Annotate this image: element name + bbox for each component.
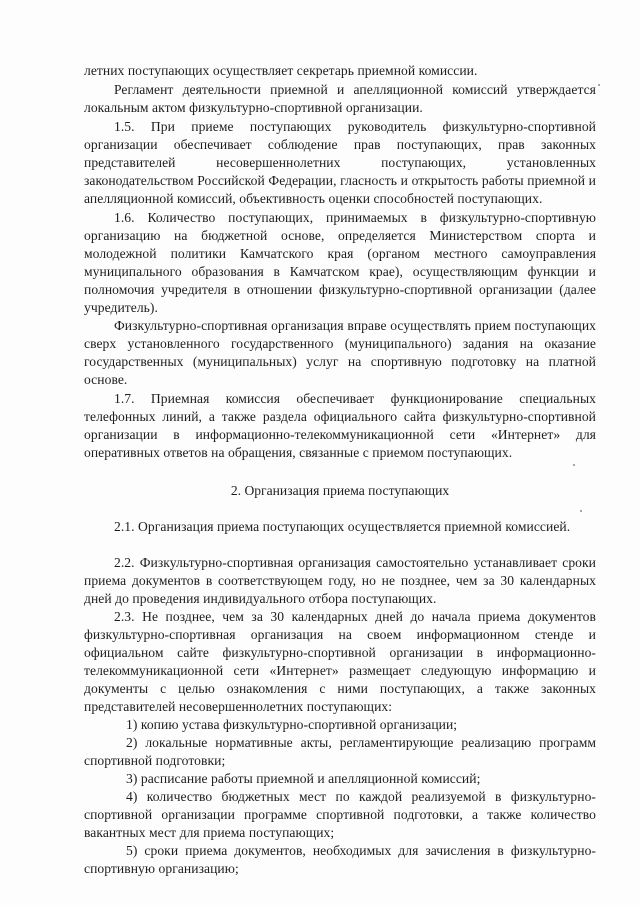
- list-item-3: 3) расписание работы приемной и апелляционной комиссий;: [126, 771, 481, 786]
- list-item-5: 5) сроки приема документов, необходимых для зачисления в физкультурно-спортивную организацию;: [84, 843, 596, 876]
- paragraph-secretary: летних поступающих осуществляет секретарь приемной комиссии.: [84, 63, 478, 78]
- paragraph-paid-admission: Физкультурно-спортивная организация вправе осуществлять прием поступающих сверх установленного государственного (муниципального) задания на оказание государственных (муниципальных) услуг на спортивную подготовку на платной основе.: [84, 318, 596, 387]
- paragraph-2-1: 2.1. Организация приема поступающих осуществляется приемной комиссией.: [114, 519, 571, 534]
- list-item-2: 2) локальные нормативные акты, регламентирующие реализацию программ спортивной подготовки;: [84, 735, 596, 768]
- list-item-4: 4) количество бюджетных мест по каждой реализуемой в физкультурно-спортивной организации программе спортивной подготовки, а также количество вакантных мест для приема поступающих;: [84, 789, 596, 840]
- paragraph-1-5: 1.5. При приеме поступающих руководитель физкультурно-спортивной организации обеспечивает соблюдение прав поступающих, прав законных представителей несовершеннолетних поступающих, установленных законодательством Российской Федерации, гласность и открытость работы приемной и апелляционной комиссий, объективность оценки способностей поступающих.: [84, 119, 596, 206]
- paragraph-2-2: 2.2. Физкультурно-спортивная организация самостоятельно устанавливает сроки приема документов в соответствующем году, но не позднее, чем за 30 календарных дней до проведения индивидуального отбора поступающих.: [84, 555, 596, 606]
- paragraph-2-3: 2.3. Не позднее, чем за 30 календарных дней до начала приема документов физкультурно-спортивная организация на своем информационном стенде и официальном сайте физкультурно-спортивной организации в информационно-телекоммуникационной сети «Интернет» размещает следующую информацию и документы с целью ознакомления с ними поступающих, а также законных представителей несовершеннолетних поступающих:: [84, 609, 596, 714]
- paragraph-1-7: 1.7. Приемная комиссия обеспечивает функционирование специальных телефонных линий, а также раздела официального сайта физкультурно-спортивной организации в информационно-телекоммуникационной сети «Интернет» для оперативных ответов на обращения, связанные с приемом поступающих.: [84, 391, 596, 460]
- section-2-heading: 2. Организация приема поступающих: [230, 483, 450, 498]
- list-item-1: 1) копию устава физкультурно-спортивной организации;: [126, 717, 458, 732]
- scan-speck: [573, 464, 575, 466]
- paragraph-1-6: 1.6. Количество поступающих, принимаемых в физкультурно-спортивную организацию на бюджетной основе, определяется Министерством спорта и молодежной политики Камчатского края (органом местного самоуправления муниципального образования в Камчатском крае), осуществляющим функции и полномочия учредителя в отношении физкультурно-спортивной организации (далее учредитель).: [84, 210, 596, 315]
- scan-speck: [598, 84, 600, 86]
- paragraph-reglament: Регламент деятельности приемной и апелляционной комиссий утверждается локальным актом физкультурно-спортивной организации.: [84, 82, 596, 115]
- scan-speck: [580, 510, 582, 512]
